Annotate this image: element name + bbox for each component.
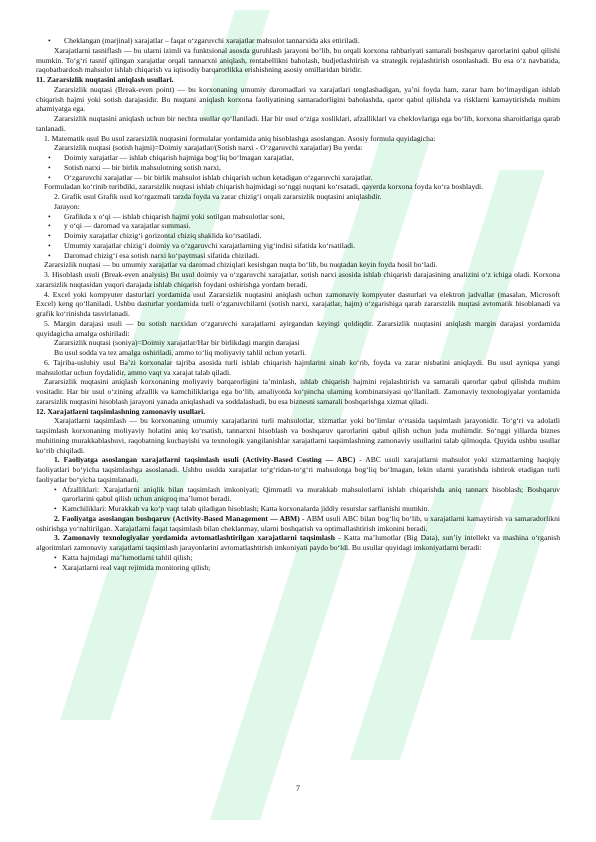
list-item bbox=[36, 553, 560, 563]
list-item bbox=[36, 231, 560, 241]
list-item-text: O‘zgaruvchi xarajatlar — bir birlik mahsulot ishlab chiqarish uchun ketadigan o‘zgaruvchi xarajatlar. bbox=[64, 172, 373, 182]
bullet-icon: • bbox=[48, 153, 51, 162]
paragraph: 2. Grafik usul Grafik usul ko‘rgazmali tarzda foyda va zarar chizig‘i orqali zararsizlik nuqtasini aniqlashdir. bbox=[54, 192, 382, 201]
bullet-icon: • bbox=[48, 250, 51, 260]
bullet-icon: • bbox=[54, 504, 57, 513]
list-item-text: Xarajatlarni real vaqt rejimida monitoring qilish; bbox=[62, 562, 211, 572]
list-item bbox=[36, 241, 560, 251]
list-item bbox=[36, 212, 560, 222]
bullet-icon: • bbox=[48, 211, 51, 221]
list-item-text: Cheklangan (marjinal) xarajatlar – faqat o‘zgaruvchi xarajatlar mahsulot tannarxida aks ettiriladi. bbox=[64, 36, 360, 45]
list-item-text: Kamchiliklari: Murakkab va ko‘p vaqt talab qiladigan hisoblash; Katta korxonalarda jiddiy resurslar sarflanishi mumkin. bbox=[62, 504, 430, 513]
list-item-text: Afzalliklari: Xarajatlarni aniqlik bilan taqsimlash imkoniyati; Qimmatli va murakkab mahsulotlarni ishlab chiqarishda aniq tannarx hisoblash; Boshqaruv qarorlarini qabul qilish uchun aniqroq ma’lumot beradi. bbox=[62, 484, 560, 504]
list-item bbox=[36, 153, 560, 163]
list-item-text: Daromad chizig‘i esa sotish narxi ko‘paytmasi sifatida chiziladi. bbox=[64, 250, 260, 260]
paragraph-lead: 1. Faoliyatga asoslangan xarajatlarni taqsimlash usuli (Activity-Based Costing — ABC) bbox=[54, 455, 356, 465]
paragraph bbox=[36, 514, 560, 534]
list-item-text: Katta hajmdagi ma’lumotlarni tahlil qilish; bbox=[62, 552, 193, 562]
paragraph: Zararsizlik nuqtasi (Break-even point) — bu korxonaning umumiy daromadlari va xarajatlari tenglashadigan, ya’ni foyda ham, zarar ham bo‘lmaydigan ishlab chiqarish hajmi yoki sotish darajasidir. Bu nuqtani aniqlash korxona faoliyatining samaradorligini baholashda, qaror qabul qilishda va risklarni kamaytirishda muhim ahamiyatga ega. bbox=[36, 84, 560, 114]
paragraph bbox=[36, 533, 560, 553]
paragraph-text: - ABM usuli ABC bilan bog‘liq bo‘lib, u xarajatlarni kamaytirish va samaradorlikni oshirishga yo‘naltirilgan. Xarajatlarni faqat taqsimlash bilan cheklanmay, ularni boshqarish va optimallashtirish imkonini beradi. bbox=[36, 513, 561, 533]
bullet-icon: • bbox=[54, 484, 57, 494]
list-item-text: Umumiy xarajatlar chizig‘i doimiy va o‘zgaruvchi xarajatlarning yig‘indisi sifatida ko‘rsatiladi. bbox=[64, 240, 356, 250]
bullet-icon: • bbox=[48, 221, 51, 231]
paragraph: 5. Margin darajasi usuli — bu sotish narxidan o‘zgaruvchi xarajatlarni ayirgandan keyingi qoldiqdir. Zararsizlik nuqtasini aniqlash margin darajasi yordamida quyidagicha amalga oshiriladi: bbox=[36, 318, 560, 338]
bullet-icon: • bbox=[48, 36, 51, 45]
paragraph: Bu usul sodda va tez amalga oshiriladi, ammo to‘liq moliyaviy tahlil uchun yetarli. bbox=[54, 348, 307, 357]
list-item-text: Grafikda x o‘qi — ishlab chiqarish hajmi yoki sotilgan mahsulotlar soni, bbox=[64, 211, 285, 221]
list-item-text: Doimiy xarajatlar chizig‘i gorizontal chiziq shaklida ko‘rsatiladi. bbox=[64, 231, 262, 240]
paragraph: Zararsizlik nuqtasi — bu umumiy xarajatlar va daromad chiziqlari kesishgan nuqta bo‘lib, bu nuqtadan keyin foyda hosil bo‘ladi. bbox=[44, 260, 438, 270]
list-item-text: y o‘qi — daromad va xarajatlar summasi. bbox=[64, 221, 191, 231]
page-number: 7 bbox=[296, 784, 300, 793]
list-item bbox=[36, 163, 560, 173]
list-item-text: Doimiy xarajatlar — ishlab chiqarish hajmiga bog‘liq bo‘lmagan xarajatlar, bbox=[64, 153, 294, 162]
paragraph: Zararsizlik nuqtasini aniqlash uchun bir nechta usullar qo‘llaniladi. Har bir usul o‘ziga xosliklari, afzalliklari va cheklovlariga ega bo‘lib, korxona sharoitlariga qarab tanlanadi. bbox=[36, 114, 560, 133]
paragraph-lead: 3. Zamonaviy texnologiyalar yordamida avtomatlashtirilgan xarajatlarni taqsimlash bbox=[54, 533, 335, 543]
list-item-text: Sotish narxi — bir birlik mahsulotning sotish narxi, bbox=[64, 162, 221, 172]
list-item bbox=[36, 504, 560, 514]
list-item bbox=[36, 221, 560, 231]
paragraph: Formuladan ko‘rinib turibdiki, zararsizlik nuqtasi ishlab chiqarish hajmidagi so‘nggi nuqtani ko‘rsatadi, qayerda korxona foyda ko‘ra boshlaydi. bbox=[44, 182, 484, 192]
paragraph-lead: 2. Faoliyatga asoslangan boshqaruv (Activity-Based Management — ABM) bbox=[54, 513, 300, 523]
bullet-icon: • bbox=[48, 240, 51, 250]
bullet-icon: • bbox=[48, 172, 51, 182]
section-heading: 12. Xarajatlarni taqsimlashning zamonaviy usullari. bbox=[36, 406, 206, 416]
list-item bbox=[36, 485, 560, 505]
paragraph: 1. Matematik usul Bu usul zararsizlik nuqtasini formulalar yordamida aniq hisoblashga asoslangan. Asosiy formula quyidagicha: bbox=[44, 133, 436, 143]
paragraph-text: - Katta ma’lumotlar (Big Data), sun’iy intellekt va mashina o‘rganish algoritmlari zamonaviy xarajatlarni taqsimlash jarayonlarini avtomatlashtirish imkoniyati paydo bo‘ldi. Bu usullar quyidagi imkoniyatlarni beradi: bbox=[36, 533, 561, 552]
bullet-icon: • bbox=[54, 552, 57, 562]
paragraph: 3. Hisoblash usuli (Break-even analysis) Bu usul doimiy va o‘zgaruvchi xarajatlar, sotish narxi asosida ishlab chiqarish darajasining analizini o‘z ichiga oladi. Korxona zararsizlik nuqtasidan yuqori darajada ishlab chiqarish foydani oshirishga yordam beradi. bbox=[36, 270, 560, 289]
paragraph: Zararsizlik nuqtasi (soniya)=Doimiy xarajatlar/Har bir birlikdagi margin darajasi bbox=[54, 338, 300, 348]
paragraph: Xarajatlarni tasniflash — bu ularni izimli va funktsional asosda guruhlash jarayoni bo‘lib, bu orqali korxona rahbariyati samarali boshqaruv qarorlarini qabul qilishi mumkin. To‘g‘ri tasnif qilingan xarajatlar orqali tannarxni aniqlash, rentabellikni baholash, budjetlashtirish va strategik rejalashtirish osonlashadi. Bu esa o‘z navbatida, raqobatbardosh mahsulot ishlab chiqarish va iqtisodiy barqarorlikka erishishning asosiy omillaridan biridir. bbox=[36, 45, 560, 75]
bullet-icon: • bbox=[48, 162, 51, 172]
list-item bbox=[36, 251, 560, 261]
paragraph-text: - ABC usuli xarajatlarni mahsulot yoki xizmatlarning haqiqiy faoliyatlari bo‘yicha taqsimlashga asoslanadi. Ushbu usulda xarajatlar to‘g‘ridan-to‘g‘ri mahsulotga bog‘liq bo‘lmagan, lekin ularni yaratishda ishtirok etadigan turli faoliyatlar bo‘yicha taqsimlanadi. bbox=[36, 455, 560, 484]
paragraph: 6. Tajriba-uslubiy usul Ba’zi korxonalar tajriba asosida turli ishlab chiqarish hajmlarini sinab ko‘rib, foyda va zarar nisbatini aniqlaydi. Bu usul ayniqsa yangi mahsulotlar uchun foydalidir, ammo vaqt va xarajat talab qiladi. bbox=[36, 357, 560, 377]
list-item bbox=[36, 36, 560, 46]
section-heading: 11. Zararsizlik nuqtasini aniqlash usullari. bbox=[36, 75, 174, 84]
paragraph: Xarajatlarni taqsimlash — bu korxonaning umumiy xarajatlarini turli mahsulotlar, xizmatlar yoki bo‘limlar o‘rtasida taqsimlash jarayonidir. To‘g‘ri va adolatli taqsimlash korxonaning moliyaviy holatini aniq ko‘rsatish, tannarxni hisoblash va boshqaruv qarorlarini qabul qilish uchun juda muhimdir. So‘nggi yillarda biznes muhitining murakkablashuvi, raqobatning kuchayishi va texnologik yangilanishlar xarajatlarni taqsimlashning zamonaviy usullarini talab qilmoqda. Quyida ushbu usullar ko‘rib chiqiladi. bbox=[36, 416, 560, 455]
list-item bbox=[36, 563, 560, 573]
document-body bbox=[36, 36, 560, 572]
paragraph bbox=[36, 455, 560, 484]
paragraph: Jarayon: bbox=[54, 201, 80, 211]
list-item bbox=[36, 173, 560, 183]
bullet-icon: • bbox=[54, 562, 57, 572]
paragraph: Zararsizlik nuqtasini aniqlash korxonaning moliyaviy barqarorligini ta’minlash, ishlab chiqarish hajmini rejalashtirish va samarali qarorlar qabul qilishda muhim vositadir. Har bir usul o‘zining afzallik va kamchiliklariga ega bo‘lib, amaliyotda ko‘pincha ularning kombinatsiyasi qo‘llaniladi. Zamonaviy texnologiyalar yordamida zararsizlik nuqtasini hisoblash jarayoni yanada aniqlashadi va soddalashadi, bu esa biznesni samarali boshqarishga xizmat qiladi. bbox=[36, 377, 560, 406]
paragraph: Zararsizlik nuqtasi (sotish hajmi)=Doimiy xarajatlar/(Sotish narxi - O‘zgaruvchi xarajatlar) Bu yerda: bbox=[54, 143, 363, 153]
paragraph: 4. Excel yoki kompyuter dasturlari yordamida usul Zararsizlik nuqtasini aniqlash uchun zamonaviy kompyuter dasturlari va elektron jadvallar (masalan, Microsoft Excel) keng qo‘llaniladi. Ushbu dasturlar yordamida turli o‘zgaruvchilarni (sotish narxi, xarajatlar, hajm) o‘zgarishiga qarab zararsizlik nuqtasi avtomatik hisoblanadi va grafik ko‘rinishda tasvirlanadi. bbox=[36, 289, 560, 318]
bullet-icon: • bbox=[48, 231, 51, 240]
